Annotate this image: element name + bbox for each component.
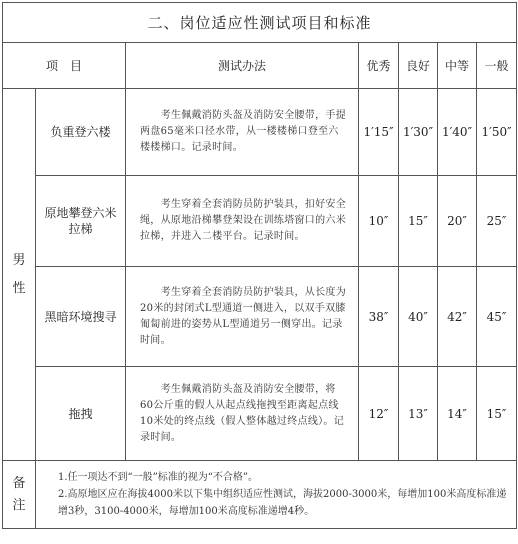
score-excellent: 38″ — [359, 267, 399, 367]
header-row — [3, 43, 517, 89]
gender-cell — [3, 89, 36, 461]
item-name: 负重登六楼 — [36, 89, 126, 176]
item-name: 拖拽 — [36, 367, 126, 461]
score-good: 40″ — [399, 267, 438, 367]
header-excellent: 优秀 — [359, 43, 399, 89]
item-name: 黑暗环境搜寻 — [36, 267, 126, 367]
item-method: 考生佩戴消防头盔及消防安全腰带，将60公斤重的假人从起点线拖拽至距离起点线10米处的终点线（假人整体越过终点线）。记录时间。 — [126, 367, 359, 461]
score-medium: 1′40″ — [438, 89, 477, 176]
score-excellent: 1′15″ — [359, 89, 399, 176]
score-average: 15″ — [477, 367, 517, 461]
score-excellent: 12″ — [359, 367, 399, 461]
score-medium: 42″ — [438, 267, 477, 367]
score-good: 1′30″ — [399, 89, 438, 176]
test-standards-table — [2, 2, 517, 529]
notes-label-cell — [3, 461, 36, 529]
item-method: 考生佩戴消防头盔及消防安全腰带，手提两盘65毫米口径水带，从一楼楼梯口登至六楼楼梯口。记录时间。 — [126, 89, 359, 176]
note-line-2: 2.高原地区应在海拔4000米以下集中组织适应性测试，海拔2000-3000米，每增加100米高度标准递增3秒，3100-4000米，每增加100米高度标准递增4秒。 — [58, 489, 507, 517]
score-medium: 20″ — [438, 176, 477, 267]
score-average: 1′50″ — [477, 89, 517, 176]
table-row — [3, 367, 517, 461]
table-title: 二、岗位适应性测试项目和标准 — [3, 3, 517, 43]
item-method: 考生穿着全套消防员防护装具，从长度为20米的封闭式L型通道一侧进入，以双手双膝匍匐前进的姿势从L型通道另一侧穿出。记录时间。 — [126, 267, 359, 367]
score-good: 13″ — [399, 367, 438, 461]
score-good: 15″ — [399, 176, 438, 267]
note-line-1: 1.任一项达不到“一般”标准的视为“不合格”。 — [58, 472, 258, 483]
table-row — [3, 176, 517, 267]
table-row — [3, 89, 517, 176]
header-method: 测试办法 — [126, 43, 359, 89]
table-row — [3, 267, 517, 367]
score-average: 45″ — [477, 267, 517, 367]
header-item: 项 目 — [3, 43, 126, 89]
notes-row — [3, 461, 517, 529]
header-medium: 中等 — [438, 43, 477, 89]
score-average: 25″ — [477, 176, 517, 267]
item-name: 原地攀登六米拉梯 — [36, 176, 126, 267]
score-excellent: 10″ — [359, 176, 399, 267]
notes-content — [36, 461, 517, 529]
notes-label: 备 注 — [12, 475, 26, 513]
header-good: 良好 — [399, 43, 438, 89]
header-average: 一般 — [477, 43, 517, 89]
item-method: 考生穿着全套消防员防护装具，扣好安全绳，从原地沿梯攀登架设在训练塔窗口的六米拉梯，并进入二楼平台。记录时间。 — [126, 176, 359, 267]
score-medium: 14″ — [438, 367, 477, 461]
gender-label: 男 性 — [12, 252, 26, 296]
